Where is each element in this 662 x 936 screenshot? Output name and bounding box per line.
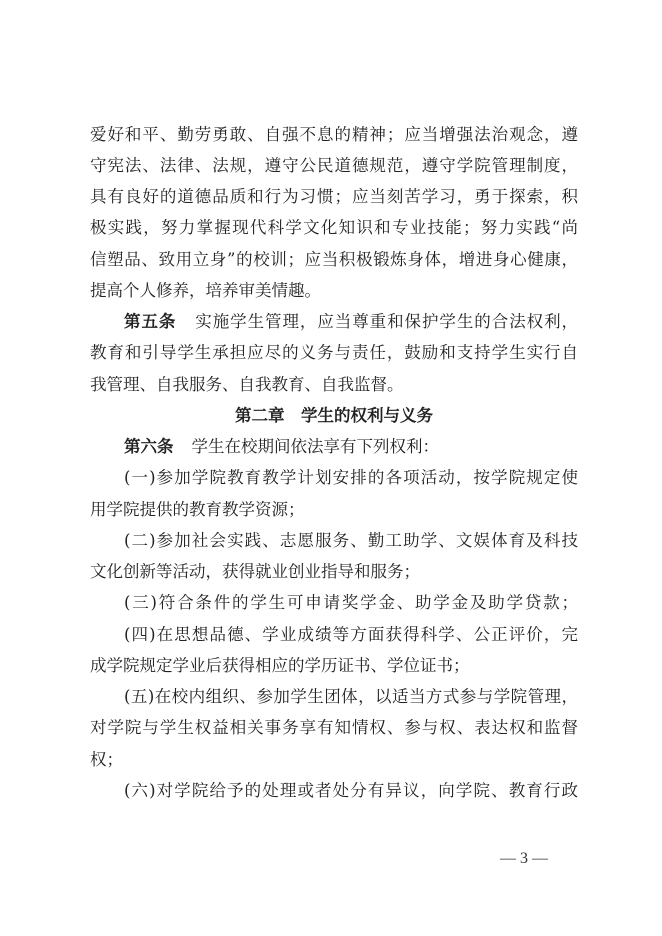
paragraph-line: 守宪法、法律、法规，遵守公民道德规范，遵守学院管理制度，: [90, 156, 578, 175]
article-label: 第六条: [124, 437, 174, 456]
list-item-cont: 文化创新等活动，获得就业创业指导和服务；: [90, 562, 420, 581]
list-item: (四)在思想品德、学业成绩等方面获得科学、公正评价，完: [124, 625, 578, 644]
paragraph-line: 我管理、自我服务、自我教育、自我监督。: [90, 375, 404, 394]
paragraph-line: 具有良好的道德品质和行为习惯；应当刻苦学习，勇于探索，积: [90, 187, 578, 206]
article-label: 第五条: [124, 312, 177, 331]
paragraph-line: 提高个人修养，培养审美情趣。: [90, 281, 321, 300]
list-item: (六)对学院给予的处理或者处分有异议，向学院、教育行政: [124, 781, 578, 800]
article-text: 学生在校期间依法享有下列权利：: [191, 437, 439, 456]
list-item: (三)符合条件的学生可申请奖学金、助学金及助学贷款；: [124, 593, 578, 612]
chapter-heading: 第二章 学生的权利与义务: [235, 406, 433, 425]
paragraph-line: 爱好和平、勤劳勇敢、自强不息的精神；应当增强法治观念，遵: [90, 125, 578, 144]
list-item: (五)在校内组织、参加学生团体，以适当方式参与学院管理，: [124, 687, 578, 706]
page-number: — 3 —: [500, 850, 548, 867]
paragraph-line: 信塑品、致用立身”的校训；应当积极锻炼身体，增进身心健康，: [90, 250, 578, 269]
list-item-cont: 成学院规定学业后获得相应的学历证书、学位证书；: [90, 656, 470, 675]
list-item-cont: 用学院提供的教育教学资源；: [90, 500, 305, 519]
list-item: (一)参加学院教育教学计划安排的各项活动，按学院规定使: [124, 468, 578, 487]
article-5-first-line: [124, 310, 578, 334]
paragraph-line: 教育和引导学生承担应尽的义务与责任，鼓励和支持学生实行自: [90, 343, 578, 362]
paragraph-line: 极实践，努力掌握现代科学文化知识和专业技能；努力实践“尚: [90, 218, 578, 237]
list-item-cont: 对学院与学生权益相关事务享有知情权、参与权、表达权和监督: [90, 718, 578, 737]
list-item-cont: 权；: [90, 750, 123, 769]
article-text: 实施学生管理，应当尊重和保护学生的合法权利，: [194, 312, 579, 331]
article-6-intro: [124, 435, 578, 459]
list-item: (二)参加社会实践、志愿服务、勤工助学、文娱体育及科技: [124, 531, 578, 550]
